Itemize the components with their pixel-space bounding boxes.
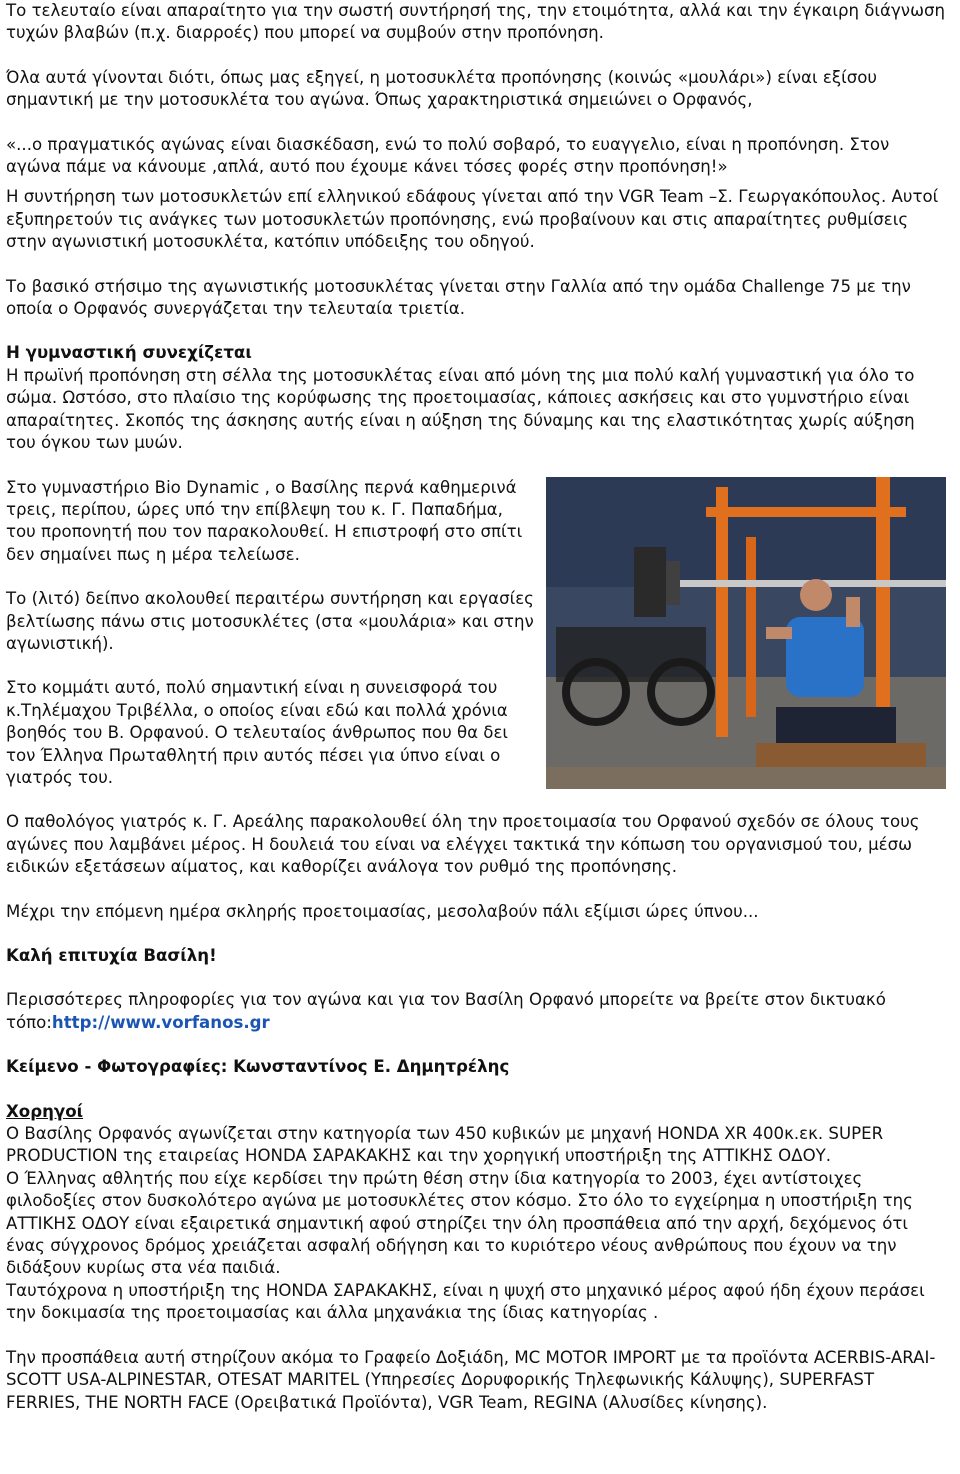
paragraph-sponsors-sarakakis: Ταυτόχρονα η υποστήριξη της HONDA ΣΑΡΑΚΑΚΗΣ, είναι η ψυχή στο μηχανικό μέρος αφού ήδη έχουν περάσει την δοκιμασία της προετοιμασίας και άλλα μηχανάκια της ίδιας κατηγορίας . bbox=[6, 1280, 925, 1323]
sponsors-heading: Χορηγοί bbox=[6, 1101, 84, 1121]
paragraph-quote: «...ο πραγματικός αγώνας είναι διασκέδαση, ενώ το πολύ σοβαρό, το ευαγγελιο, είναι η προπόνηση. Στον αγώνα πάμε να κάνουμε ,απλά, αυτό που έχουμε κάνει τόσες φορές στην προπόνηση!» bbox=[6, 134, 890, 177]
paragraph-bio-dynamic: Στο γυμναστήριο Bio Dynamic , ο Βασίλης περνά καθημερινά τρεις, περίπου, ώρες υπό την επίβλεψη του κ. Γ. Παπαδήμα, του προπονητή που τον παρακολουθεί. Η επιστροφή στο σπίτι δεν σημαίνει πως η μέρα τελείωσε. bbox=[6, 477, 523, 564]
paragraph-maintenance-intro: Το τελευταίο είναι απαραίτητο για την σωστή συντήρησή της, την ετοιμότητα, αλλά και την έγκαιρη διάγνωση τυχών βλαβών (π.χ. διαρροές) που μπορεί να συμβούν στην προπόνηση. bbox=[6, 1, 945, 43]
paragraph-dinner: Το (λιτό) δείπνο ακολουθεί περαιτέρω συντήρηση και εργασίες βελτίωσης πάνω στις μοτοσυκλέτες (στα «μουλάρια» και στην αγωνιστική). bbox=[6, 589, 534, 653]
paragraph-doctor: Ο παθολόγος γιατρός κ. Γ. Αρεάλης παρακολουθεί όλη την προετοιμασία του Ορφανού σχεδόν σε όλους τους αγώνες που λαμβάνει μέρος. Η δουλειά του είναι να ελέγχει τακτικά την κόπωση του οργανισμού του, μέσω ειδικών εξετάσεων αίματος, και καθορίζει ανάλογα τον ρυθμό της προπόνησης. bbox=[6, 812, 920, 877]
paragraph-training-bike: Όλα αυτά γίνονται διότι, όπως μας εξηγεί, η μοτοσυκλέτα προπόνησης (κοινώς «μουλάρι») είναι εξίσου σημαντική με την μοτοσυκλέτα του αγώνα. Όπως χαρακτηριστικά σημειώνει ο Ορφανός, bbox=[6, 67, 877, 110]
paragraph-sponsors-attiki-odos: Ο Έλληνας αθλητής που είχε κερδίσει την πρώτη θέση στην ίδια κατηγορία το 2003, έχει αντίστοιχες φιλοδοξίες στον δυσκολότερο αγώνα με μοτοσυκλέτες στον κόσμο. Στο όλο το εγχείρημα η υποστήριξη της ΑΤΤΙΚΗΣ ΟΔΟΥ είναι εξαιρετικά σημαντική αφού στηρίζει την όλη προσπάθεια από την αρχή, δεχόμενος ότι ένας σύγχρονος δρόμος χρειάζεται ασφαλή οδήγηση και το κυριότερο νέους ανθρώπους που έχουν να την διδάξουν κυρίως στα νέα παιδιά. bbox=[6, 1168, 913, 1278]
website-link[interactable]: http://www.vorfanos.gr bbox=[51, 1012, 270, 1032]
more-info-text: Περισσότερες πληροφορίες για τον αγώνα και για τον Βασίλη Ορφανό μπορείτε να βρείτε στον δικτυακό τόπο: bbox=[6, 990, 886, 1032]
paragraph-other-sponsors: Την προσπάθεια αυτή στηρίζουν ακόμα το Γραφείο Δοξιάδη, MC MOTOR IMPORT με τα προϊόντα ACERBIS-ARAI-SCOTT USA-ALPINESTAR, OTESAT MARITEL (Υπηρεσίες Δορυφορικής Τηλεφωνικής Κάλυψης), SUPERFAST FERRIES, THE NORTH FACE (Ορειβατικά Προϊόντα), VGR Team, REGINA (Αλυσίδες κίνησης). bbox=[6, 1347, 936, 1412]
gym-photo bbox=[546, 477, 946, 789]
paragraph-more-info bbox=[6, 989, 946, 1034]
paragraph-challenge-75: Το βασικό στήσιμο της αγωνιστικής μοτοσυκλέτας γίνεται στην Γαλλία από την ομάδα Challenge 75 με την οποία ο Ορφανός συνεργάζεται την τελευταία τριετία. bbox=[6, 276, 911, 319]
article bbox=[6, 0, 946, 1414]
paragraph-gym: Η πρωϊνή προπόνηση στη σέλλα της μοτοσυκλέτας είναι από μόνη της μια πολύ καλή γυμναστική για όλο το σώμα. Ωστόσο, στο πλαίσιο της κορύφωσης της προετοιμασίας, κάποιες ασκήσεις και στο γυμνστήριο είναι απαραίτητες. Σκοπός της άσκησης αυτής είναι η αύξηση της δύναμης και της ελαστικότητας χωρίς αύξηση του όγκου των μυών. bbox=[6, 365, 915, 453]
paragraph-trivellas: Στο κομμάτι αυτό, πολύ σημαντική είναι η συνεισφορά του κ.Τηλέμαχου Τριβέλλα, ο οποίος είναι εδώ και πολλά χρόνια βοηθός του Β. Ορφανού. Ο τελευταίος άνθρωπος που θα δει τον Έλληνα Πρωταθλητή πριν αυτός πέσει για ύπνο είναι ο γιατρός του. bbox=[6, 678, 509, 787]
credits-line: Κείμενο - Φωτογραφίες: Κωνσταντίνος Ε. Δημητρέλης bbox=[6, 1057, 510, 1077]
paragraph-vgr-team: Η συντήρηση των μοτοσυκλετών επί ελληνικού εδάφους γίνεται από την VGR Team –Σ. Γεωργακόπουλος. Αυτοί εξυπηρετούν τις ανάγκες των μοτοσυκλετών προπόνησης, ενώ προβαίνουν και στις απαραίτητες ρυθμίσεις στην αγωνιστική μοτοσυκλέτα, κατόπιν υπόδειξης του οδηγού. bbox=[6, 187, 939, 252]
paragraph-sleep: Μέχρι την επόμενη ημέρα σκληρής προετοιμασίας, μεσολαβούν πάλι εξίμισι ώρες ύπνου... bbox=[6, 901, 759, 921]
photo-section bbox=[6, 477, 946, 790]
good-luck-line: Καλή επιτυχία Βασίλη! bbox=[6, 946, 217, 965]
gym-heading: Η γυμναστική συνεχίζεται bbox=[6, 343, 252, 363]
paragraph-sponsors-honda: Ο Βασίλης Ορφανός αγωνίζεται στην κατηγορία των 450 κυβικών με μηχανή HONDA XR 400κ.εκ. SUPER PRODUCTION της εταιρείας HONDA ΣΑΡΑΚΑΚΗΣ και την χορηγική υποστήριξη της ΑΤΤΙΚΗΣ ΟΔΟΥ. bbox=[6, 1124, 884, 1166]
